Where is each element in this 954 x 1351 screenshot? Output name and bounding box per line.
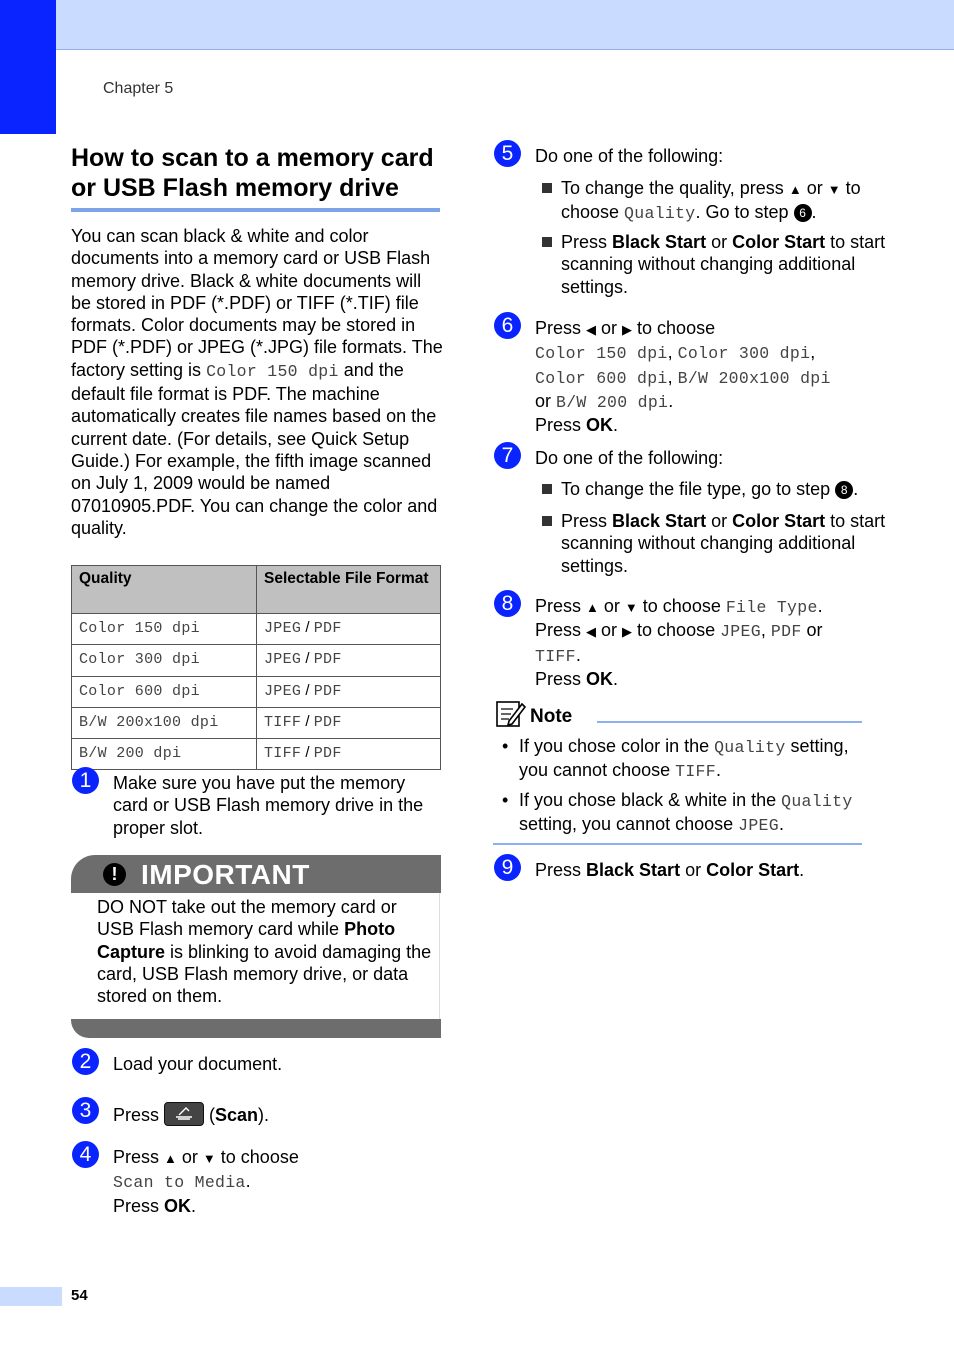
option-code: B/W 200x100 dpi bbox=[677, 368, 831, 388]
note-code: JPEG bbox=[738, 816, 779, 836]
color-start-label: Color Start bbox=[706, 860, 800, 880]
important-text-1: DO NOT take out the memory card or USB Flash memory card while bbox=[97, 897, 397, 940]
right-arrow-icon: ▶ bbox=[622, 322, 633, 337]
note-code: Quality bbox=[714, 738, 786, 757]
down-arrow-icon: ▼ bbox=[624, 600, 638, 615]
step-7-bullet-1 bbox=[535, 478, 901, 500]
step-9-number: 9 bbox=[494, 854, 521, 881]
bullet-text: Press bbox=[561, 232, 613, 252]
format-value: TIFF bbox=[264, 713, 302, 731]
square-bullet-icon bbox=[542, 484, 552, 494]
note-end: . bbox=[715, 760, 721, 781]
up-arrow-icon: ▲ bbox=[788, 182, 802, 197]
step-5-bullet-2 bbox=[535, 231, 891, 298]
step-2-number: 2 bbox=[72, 1048, 99, 1075]
step-8-or2: or bbox=[801, 620, 823, 641]
step-1-text: Make sure you have put the memory card or USB Flash memory drive in the proper slot. bbox=[113, 773, 424, 838]
table-cell-format bbox=[257, 614, 441, 645]
format-value: TIFF bbox=[264, 745, 302, 763]
intro-paragraph bbox=[71, 225, 443, 539]
table-header-quality: Quality bbox=[72, 566, 257, 614]
square-bullet-icon bbox=[542, 183, 552, 193]
table-cell-format bbox=[257, 707, 441, 738]
down-arrow-icon: ▼ bbox=[202, 1151, 216, 1166]
up-arrow-icon: ▲ bbox=[164, 1151, 177, 1166]
step-2-text: Load your document. bbox=[113, 1054, 283, 1074]
step-ref-badge: 8 bbox=[835, 481, 853, 499]
step-9-text bbox=[535, 859, 804, 881]
step-8-post: to choose bbox=[637, 596, 726, 616]
format-separator: / bbox=[301, 619, 314, 636]
note-text: If you chose black & white in the bbox=[519, 790, 782, 810]
bullet-text: To change the quality, press bbox=[561, 178, 789, 198]
table-cell-quality bbox=[72, 739, 257, 770]
table-row bbox=[72, 614, 441, 645]
page-number: 54 bbox=[71, 1287, 88, 1304]
bullet-text: To change the file type, go to step bbox=[561, 479, 836, 499]
right-arrow-icon: ▶ bbox=[622, 624, 633, 640]
note-item-2 bbox=[519, 789, 864, 838]
step-4-post: to choose bbox=[215, 1147, 299, 1167]
footer-tab bbox=[0, 1287, 62, 1306]
table-row bbox=[72, 645, 441, 676]
option-code: File Type bbox=[725, 598, 818, 617]
black-start-label: Black Start bbox=[586, 860, 681, 880]
step-8-or: or bbox=[598, 596, 625, 616]
step-4-code: Scan to Media bbox=[113, 1173, 246, 1193]
bullet-text: Press bbox=[561, 511, 613, 531]
step-4-end: . bbox=[191, 1195, 197, 1216]
table-cell-quality bbox=[72, 614, 257, 645]
comma: , bbox=[667, 342, 673, 363]
format-value: JPEG bbox=[264, 620, 302, 637]
step-6-press: Press bbox=[535, 415, 587, 436]
format-value: PDF bbox=[313, 651, 342, 669]
step-6-text bbox=[535, 317, 865, 436]
table-row bbox=[72, 676, 441, 707]
note-bullet: • bbox=[502, 736, 509, 756]
step-3-bold: Scan bbox=[215, 1105, 259, 1125]
step-8-ok: OK bbox=[586, 668, 614, 689]
step-ref-badge: 6 bbox=[794, 204, 812, 222]
important-bold: Photo Capture bbox=[97, 919, 396, 962]
important-title: IMPORTANT bbox=[141, 859, 310, 890]
comma: , bbox=[667, 366, 673, 387]
step-3-text bbox=[113, 1102, 269, 1126]
step-7-text: Do one of the following: bbox=[535, 448, 724, 468]
format-value: PDF bbox=[313, 620, 342, 637]
chapter-label: Chapter 5 bbox=[103, 80, 174, 97]
option-code: TIFF bbox=[535, 646, 576, 666]
header-band bbox=[0, 0, 954, 50]
step-8-press: Press bbox=[535, 668, 587, 689]
step-4-period: . bbox=[245, 1171, 251, 1192]
bullet-or: or bbox=[801, 178, 828, 198]
step-7-bullet-2 bbox=[535, 510, 891, 577]
quality-value: B/W 200x100 dpi bbox=[79, 713, 219, 731]
format-value: PDF bbox=[313, 745, 342, 763]
square-bullet-icon bbox=[542, 237, 552, 247]
step-4-number: 4 bbox=[72, 1141, 99, 1168]
step-3-end: ). bbox=[258, 1105, 270, 1125]
intro-text-2: and the default file format is PDF. The machine automatically creates file names based on the current date. (For details, see Quick Setup Guide.) For example, the fifth image scanned on July 1, 2009 would be named 07010905.PDF. You can change the color and quality. bbox=[71, 359, 438, 538]
comma: , bbox=[810, 342, 816, 363]
square-bullet-icon bbox=[542, 516, 552, 526]
step-4-or: or bbox=[176, 1147, 203, 1167]
note-text: If you chose color in the bbox=[519, 736, 715, 756]
important-border bbox=[439, 893, 440, 1020]
table-cell-format bbox=[257, 739, 441, 770]
step-4-text bbox=[113, 1146, 433, 1217]
format-value: PDF bbox=[313, 713, 342, 731]
black-start-label: Black Start bbox=[612, 511, 707, 531]
step-5-bullet-1 bbox=[535, 177, 891, 226]
important-body bbox=[97, 896, 437, 1007]
step-9-or: or bbox=[680, 860, 707, 880]
step-8-text bbox=[535, 595, 865, 690]
step-9-end: . bbox=[799, 860, 805, 880]
period: . bbox=[817, 596, 823, 616]
step-6-post: to choose bbox=[632, 318, 716, 338]
bullet-code: Quality bbox=[624, 204, 696, 224]
table-cell-quality bbox=[72, 645, 257, 676]
bullet-text: to start scanning without changing additional settings. bbox=[561, 511, 886, 576]
note-bullet: • bbox=[502, 790, 509, 810]
bullet-or: or bbox=[706, 232, 733, 252]
note-end: . bbox=[778, 814, 784, 835]
step-6-pre: Press bbox=[535, 318, 587, 338]
step-8-number: 8 bbox=[494, 590, 521, 617]
intro-code: Color 150 dpi bbox=[206, 361, 339, 381]
left-arrow-icon: ◀ bbox=[586, 624, 597, 640]
important-text-2: is blinking to avoid damaging the card, USB Flash memory drive, or data stored on them. bbox=[97, 941, 432, 1007]
format-separator: / bbox=[301, 681, 314, 699]
option-code: Color 150 dpi bbox=[535, 344, 668, 364]
step-6-ok: OK bbox=[586, 415, 614, 436]
chapter-tab bbox=[0, 0, 56, 134]
step-4-ok: OK bbox=[164, 1195, 192, 1216]
step-8-post: to choose bbox=[632, 620, 721, 641]
format-value: JPEG bbox=[264, 651, 302, 669]
black-start-label: Black Start bbox=[612, 232, 707, 252]
step-6-end: . bbox=[613, 415, 619, 436]
note-rule bbox=[597, 721, 862, 723]
down-arrow-icon: ▼ bbox=[827, 182, 841, 197]
option-code: B/W 200 dpi bbox=[556, 392, 669, 412]
heading-rule bbox=[71, 208, 440, 212]
format-value: JPEG bbox=[264, 682, 302, 700]
note-code: Quality bbox=[781, 792, 853, 811]
note-pencil-icon bbox=[495, 699, 527, 729]
option-code: Color 600 dpi bbox=[535, 368, 668, 388]
bullet-end: . bbox=[853, 479, 859, 499]
option-code: JPEG bbox=[720, 622, 761, 642]
table-cell-format bbox=[257, 645, 441, 676]
note-bottom-rule bbox=[493, 843, 862, 845]
step-3-paren: ( bbox=[204, 1105, 216, 1125]
bullet-text: . Go to step bbox=[695, 202, 794, 223]
step-6-number: 6 bbox=[494, 312, 521, 339]
color-start-label: Color Start bbox=[732, 232, 826, 252]
intro-text-1: You can scan black & white and color documents into a memory card or USB Flash memory drive. Black & white documents will be stored in PDF (*.PDF) or TIFF (*.TIF) file formats. Color documents may be stored in PDF (*.PDF) or JPEG (*.JPG) file formats. The factory setting is bbox=[71, 226, 443, 380]
color-start-label: Color Start bbox=[732, 511, 826, 531]
quality-value: Color 300 dpi bbox=[79, 651, 200, 669]
format-value: PDF bbox=[313, 682, 342, 700]
step-7-number: 7 bbox=[494, 442, 521, 469]
note-title: Note bbox=[530, 706, 573, 727]
table-row bbox=[72, 707, 441, 738]
step-1-number: 1 bbox=[72, 767, 99, 794]
step-4-pre: Press bbox=[113, 1147, 165, 1167]
section-heading: How to scan to a memory card or USB Flash memory drive bbox=[71, 144, 434, 202]
table-header-row bbox=[72, 566, 441, 614]
note-text: setting, you cannot choose bbox=[519, 814, 739, 835]
bullet-text: to start scanning without changing additional settings. bbox=[561, 232, 886, 297]
step-6-or2: or bbox=[535, 390, 557, 411]
bullet-text: to choose bbox=[561, 178, 861, 223]
step-4-press: Press bbox=[113, 1195, 165, 1216]
step-6-or: or bbox=[596, 318, 623, 338]
format-separator: / bbox=[301, 744, 314, 762]
quality-format-table bbox=[71, 565, 441, 770]
step-8-pre: Press bbox=[535, 620, 587, 641]
step-3-number: 3 bbox=[72, 1097, 99, 1124]
period: . bbox=[668, 390, 674, 411]
option-code: PDF bbox=[770, 622, 802, 642]
period: . bbox=[575, 644, 581, 665]
bullet-end: . bbox=[811, 202, 817, 223]
table-cell-quality bbox=[72, 707, 257, 738]
quality-value: Color 600 dpi bbox=[79, 682, 200, 700]
step-5-text: Do one of the following: bbox=[535, 146, 724, 166]
step-5-number: 5 bbox=[494, 140, 521, 167]
table-cell-quality bbox=[72, 676, 257, 707]
quality-value: Color 150 dpi bbox=[79, 620, 200, 637]
table-row bbox=[72, 739, 441, 770]
exclamation-icon: ! bbox=[103, 863, 126, 886]
step-8-or: or bbox=[596, 620, 623, 641]
format-separator: / bbox=[301, 650, 314, 668]
step-9-pre: Press bbox=[535, 860, 587, 880]
quality-value: B/W 200 dpi bbox=[79, 745, 182, 763]
note-code: TIFF bbox=[675, 762, 716, 782]
left-arrow-icon: ◀ bbox=[586, 322, 597, 337]
up-arrow-icon: ▲ bbox=[586, 600, 599, 615]
comma: , bbox=[760, 620, 771, 641]
step-8-pre: Press bbox=[535, 596, 587, 616]
table-header-format: Selectable File Format bbox=[257, 566, 441, 614]
scan-key-icon bbox=[164, 1102, 204, 1126]
step-8-end: . bbox=[613, 668, 619, 689]
note-item-1 bbox=[519, 735, 864, 784]
important-footer bbox=[71, 1019, 441, 1038]
table-cell-format bbox=[257, 676, 441, 707]
bullet-or: or bbox=[706, 511, 733, 531]
step-3-pre: Press bbox=[113, 1105, 165, 1125]
option-code: Color 300 dpi bbox=[677, 344, 811, 364]
format-separator: / bbox=[301, 712, 314, 730]
note-text: setting, you cannot choose bbox=[519, 736, 849, 781]
